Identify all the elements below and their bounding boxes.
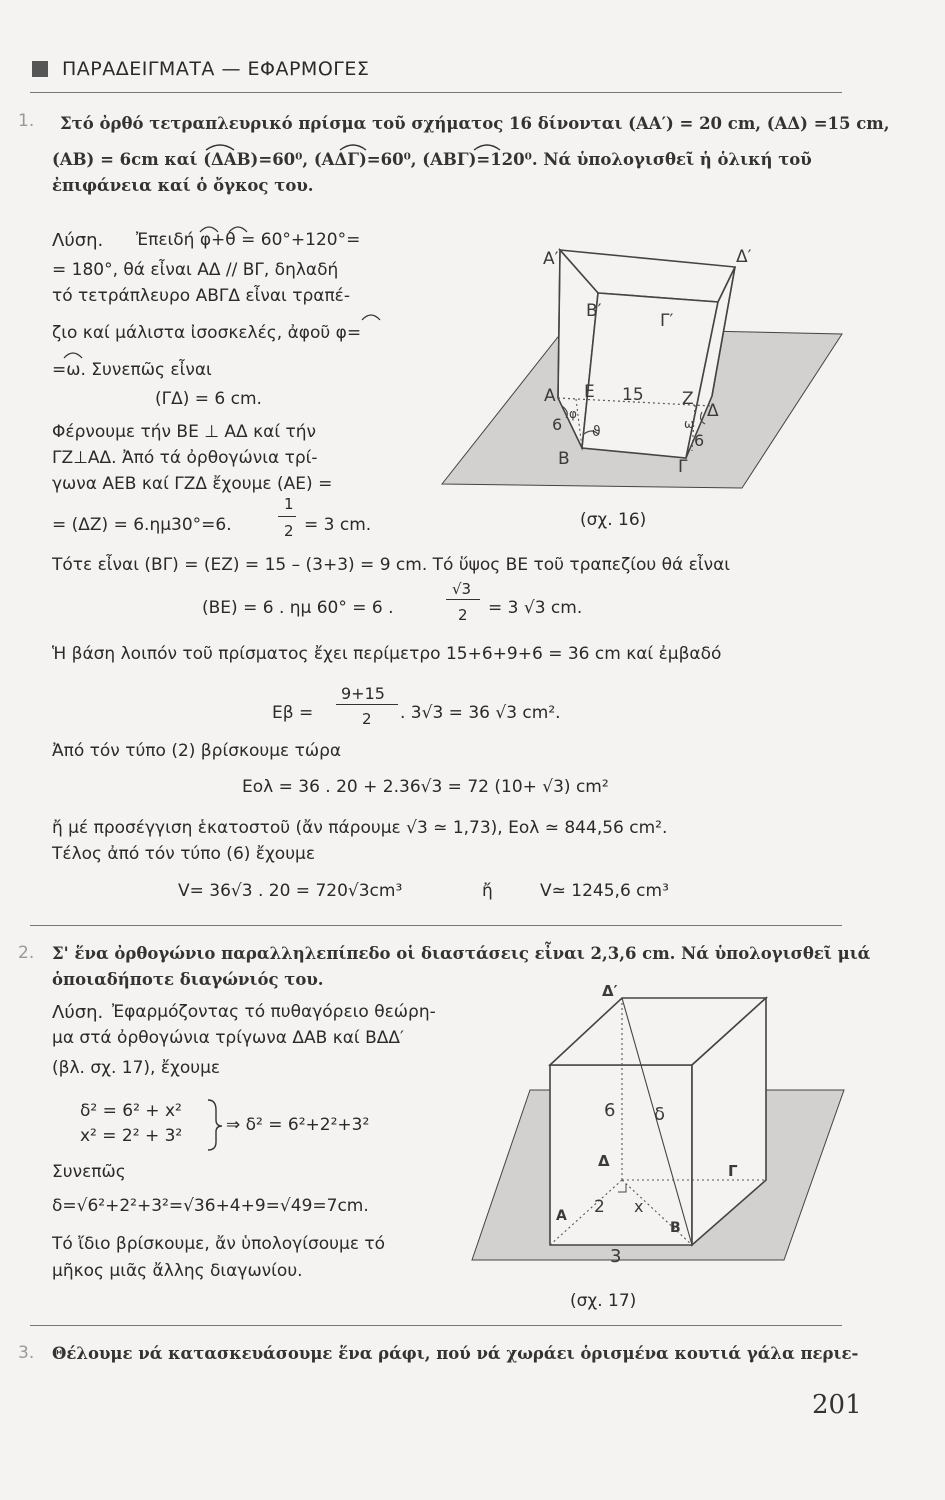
label-six-right: 6	[694, 431, 705, 450]
ex1-solution-line: τό τετράπλευρο ΑΒΓΔ εἶναι τραπέ-	[52, 286, 350, 306]
label-g: Γ	[678, 457, 688, 477]
ex1-solution-line: Ἐπειδή φ+θ = 60°+120°=	[136, 230, 361, 250]
figure-17-caption: (σχ. 17)	[570, 1291, 637, 1311]
ex2-solution-line: Ἐφαρμόζοντας τό πυθαγόρειο θεώρη-	[112, 1002, 436, 1022]
ex1-text-line: Εβ =	[272, 703, 314, 723]
ex1-statement-line: Στό ὀρθό τετραπλευρικό πρίσμα τοῦ σχήματος 16 δίνονται (ΑΑ′) = 20 cm, (ΑΔ) =15 cm,	[60, 114, 890, 133]
label-z: Ζ	[682, 389, 694, 409]
ex2-solution-line: (βλ. σχ. 17), ἔχουμε	[52, 1058, 221, 1078]
ex1-text-line: . 3√3 = 36 √3 cm².	[400, 703, 561, 723]
page-number: 201	[812, 1390, 862, 1420]
ex1-number: 1.	[18, 111, 35, 131]
ex2-solution-line: Τό ἴδιο βρίσκουμε, ἄν ὑπολογίσουμε τό	[52, 1234, 386, 1254]
ex1-solution-line: Φέρνουμε τήν ΒΕ ⊥ ΑΔ καί τήν	[52, 422, 316, 442]
ex1-solution-line: = 3 cm.	[304, 515, 372, 535]
box-figure-17	[470, 980, 850, 1280]
ex1-text-line: Ἀπό τόν τύπο (2) βρίσκουμε τώρα	[52, 741, 342, 761]
ex1-solution-line: =ω. Συνεπῶς εἶναι	[52, 360, 212, 380]
label-x: x	[634, 1197, 644, 1216]
ex1-solution-line: = (ΔΖ) = 6.ημ30°=6.	[52, 515, 232, 535]
frac-numerator: √3	[452, 580, 472, 598]
ex1-text-line: ἤ	[482, 881, 493, 901]
ex1-text-line: V≃ 1245,6 cm³	[540, 881, 669, 901]
label-length-15: 15	[622, 385, 644, 405]
label-a-prime: Α′	[543, 249, 559, 269]
label-g-prime: Γ′	[660, 311, 674, 331]
ex2-solution-line: δ=√6²+2²+3²=√36+4+9=√49=7cm.	[52, 1196, 369, 1216]
label-a: Α	[544, 386, 556, 406]
section-title: ΠΑΡΑΔΕΙΓΜΑΤΑ — ΕΦΑΡΜΟΓΕΣ	[62, 58, 370, 80]
ex1-solution-line: ζιο καί μάλιστα ἰσοσκελές, ἀφοῦ φ=	[52, 323, 362, 343]
ex1-solution-label: Λύση.	[52, 230, 104, 251]
ex1-text-line: Εολ = 36 . 20 + 2.36√3 = 72 (10+ √3) cm²	[242, 777, 609, 797]
ex3-statement: Θέλουμε νά κατασκευάσουμε ἕνα ράφι, πού νά χωράει ὁρισμένα κουτιά γάλα περιε-	[52, 1344, 859, 1363]
frac-numerator: 1	[284, 495, 294, 513]
section-divider	[30, 1325, 842, 1326]
ex1-solution-line: (ΓΔ) = 6 cm.	[155, 389, 262, 409]
ex2-number: 2.	[18, 943, 35, 963]
fraction-bar	[278, 516, 296, 517]
label-e: Ε	[584, 382, 595, 402]
label-two: 2	[594, 1197, 605, 1217]
frac-numerator: 9+15	[341, 684, 385, 703]
ex2-solution-line: μα στά ὀρθογώνια τρίγωνα ΔΑΒ καί ΒΔΔ′	[52, 1028, 404, 1048]
figure-16-caption: (σχ. 16)	[580, 510, 647, 530]
ex1-text-line: (ΒΕ) = 6 . ημ 60° = 6 .	[202, 598, 394, 618]
label-d: Δ	[598, 1152, 610, 1170]
frac-denominator: 2	[284, 522, 294, 540]
ex2-equation: x² = 2² + 3²	[80, 1126, 183, 1146]
ex2-statement-line: ὁποιαδήποτε διαγώνιός του.	[52, 970, 324, 989]
label-d-prime: Δ′	[736, 247, 752, 267]
ex2-solution-line: μῆκος μιᾶς ἄλλης διαγωνίου.	[52, 1261, 303, 1281]
frac-denominator: 2	[458, 606, 468, 624]
label-d-prime: Δ′	[602, 982, 618, 1000]
fraction-bar	[446, 599, 480, 600]
ex1-statement-line: (ΑΒ) = 6cm καί (ΔΑΒ)=60⁰, (ΑΔΓ)=60⁰, (ΑΒΓ)=120⁰. Νά ὑπολογισθεῖ ἡ ὁλική τοῦ	[52, 150, 812, 169]
ex2-equation-result: ⇒ δ² = 6²+2²+3²	[226, 1115, 370, 1135]
ex1-text-line: Τότε εἶναι (ΒΓ) = (ΕΖ) = 15 – (3+3) = 9 cm. Τό ὕψος ΒΕ τοῦ τραπεζίου θά εἶναι	[52, 555, 731, 575]
ex2-solution-label: Λύση.	[52, 1002, 104, 1023]
ex2-solution-line: Συνεπῶς	[52, 1162, 126, 1182]
label-b: Β	[670, 1220, 681, 1236]
prism-figure-16	[440, 236, 845, 536]
ex1-solution-line: ΓΖ⊥ΑΔ. Ἀπό τά ὀρθογώνια τρί-	[52, 448, 318, 468]
ex2-statement-line: Σ' ἕνα ὀρθογώνιο παραλληλεπίπεδο οἱ διαστάσεις εἶναι 2,3,6 cm. Νά ὑπολογισθεῖ μιά	[52, 944, 871, 963]
label-b-prime: Β′	[586, 301, 602, 321]
label-three: 3	[610, 1246, 622, 1267]
label-six-left: 6	[552, 415, 563, 434]
label-b: Β	[558, 449, 570, 469]
brace-mark	[0, 0, 260, 1160]
ex1-solution-line: γωνα ΑΕΒ καί ΓΖΔ ἔχουμε (ΑΕ) =	[52, 474, 333, 494]
label-theta: ϑ	[592, 424, 601, 440]
ex1-solution-line: = 180°, θά εἶναι ΑΔ // ΒΓ, δηλαδή	[52, 260, 339, 280]
label-d: Δ	[707, 401, 719, 421]
ex1-text-line: = 3 √3 cm.	[488, 598, 583, 618]
ex1-statement-line: ἐπιφάνεια καί ὁ ὄγκος του.	[52, 176, 314, 195]
label-a: Α	[556, 1208, 567, 1224]
ex1-text-line: ἤ μέ προσέγγιση ἑκατοστοῦ (ἄν πάρουμε √3 ≃ 1,73), Εολ ≃ 844,56 cm².	[52, 818, 668, 838]
label-phi: φ	[569, 407, 577, 421]
ex1-text-line: Ἡ βάση λοιπόν τοῦ πρίσματος ἔχει περίμετρο 15+6+9+6 = 36 cm καί ἐμβαδό	[52, 644, 722, 664]
label-delta: δ	[654, 1104, 666, 1125]
label-six: 6	[604, 1100, 616, 1121]
frac-denominator: 2	[362, 710, 372, 728]
ex1-text-line: Τέλος ἀπό τόν τύπο (6) ἔχουμε	[52, 844, 316, 864]
ex3-number: 3.	[18, 1343, 35, 1363]
ex2-equation: δ² = 6² + x²	[80, 1101, 182, 1121]
fraction-bar	[336, 704, 398, 705]
label-g: Γ	[728, 1162, 738, 1180]
label-omega: ω	[684, 417, 695, 431]
ex1-text-line: V= 36√3 . 20 = 720√3cm³	[178, 881, 403, 901]
